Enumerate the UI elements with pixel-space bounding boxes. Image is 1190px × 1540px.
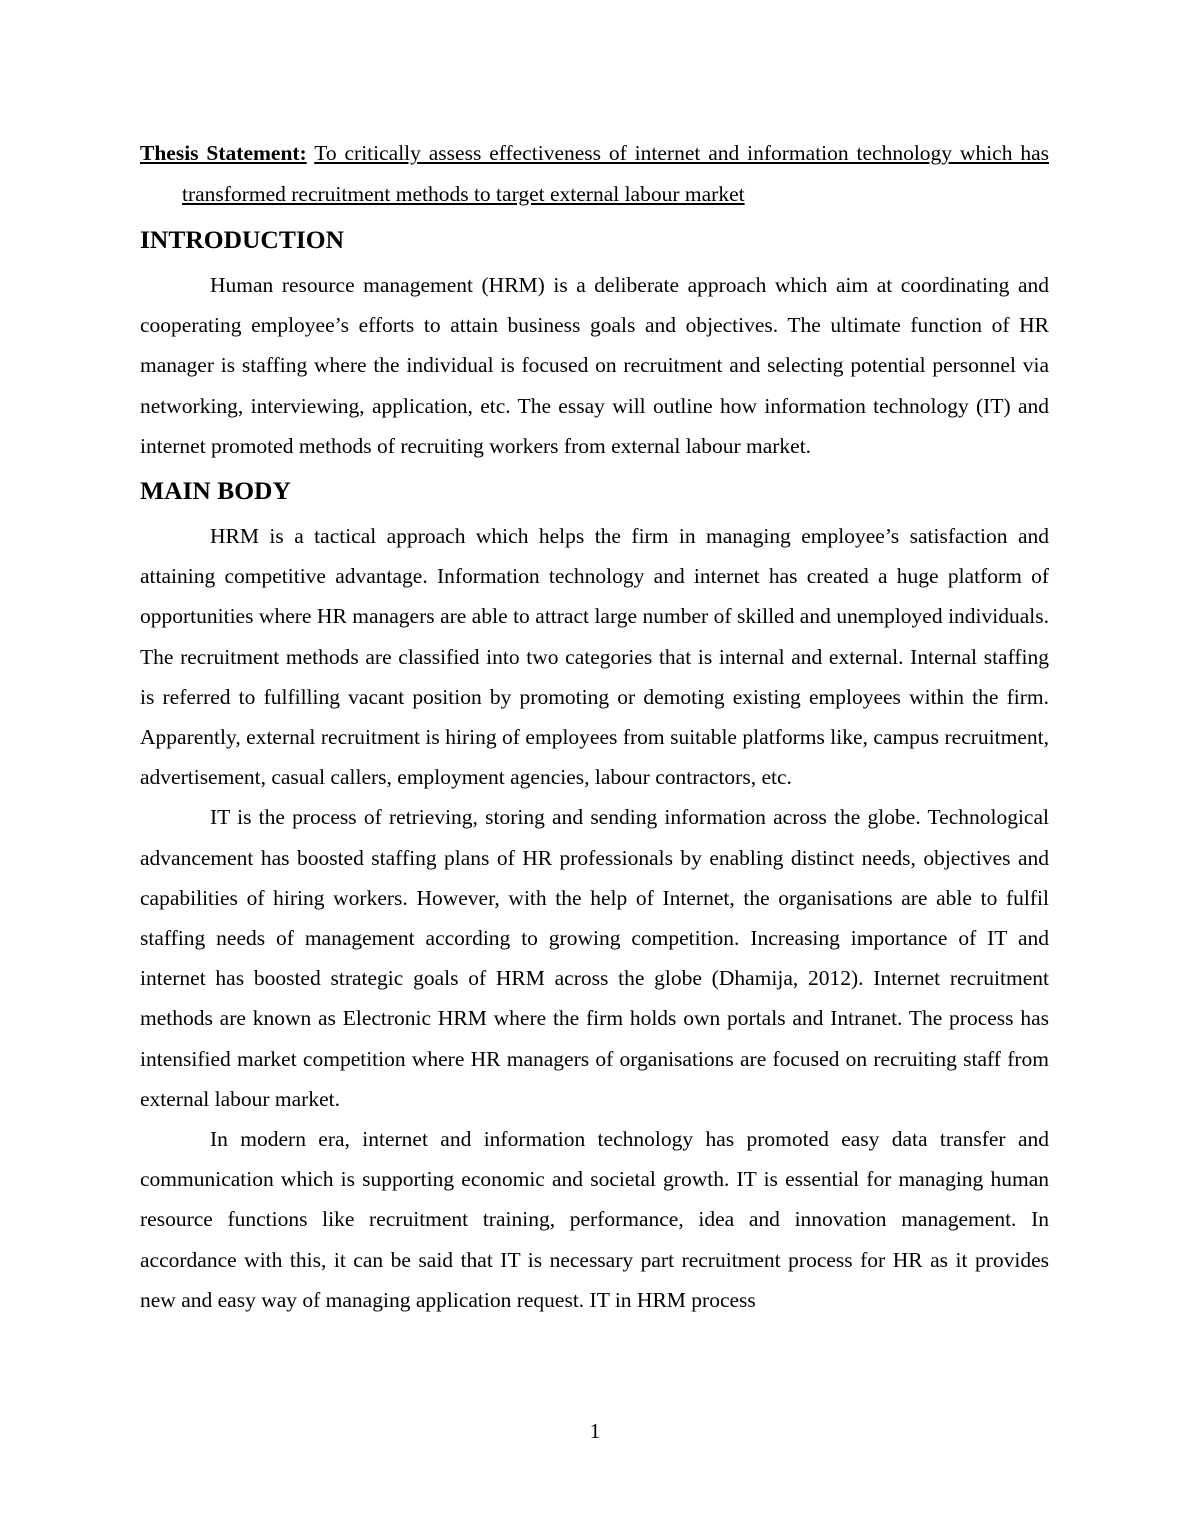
section-heading-introduction: INTRODUCTION: [140, 225, 345, 254]
thesis-statement: [140, 133, 1049, 214]
thesis-text: To critically assess effectiveness of internet and information technology which has transformed recruitment methods to target external labour market: [182, 141, 1049, 206]
paragraph-main-body-1: HRM is a tactical approach which helps the firm in managing employee’s satisfaction and attaining competitive advantage. Information technology and internet has created a huge platform of opportunities where HR managers are able to attract large number of skilled and unemployed individuals. The recruitment methods are classified into two categories that is internal and external. Internal staffing is referred to fulfilling vacant position by promoting or demoting existing employees within the firm. Apparently, external recruitment is hiring of employees from suitable platforms like, campus recruitment, advertisement, casual callers, employment agencies, labour contractors, etc.: [140, 524, 1049, 790]
paragraph-introduction: Human resource management (HRM) is a deliberate approach which aim at coordinating and cooperating employee’s efforts to attain business goals and objectives. The ultimate function of HR manager is staffing where the individual is focused on recruitment and selecting potential personnel via networking, interviewing, application, etc. The essay will outline how information technology (IT) and internet promoted methods of recruiting workers from external labour market.: [140, 273, 1049, 458]
section-heading-main-body: MAIN BODY: [140, 476, 291, 506]
paragraph-main-body-3: In modern era, internet and information technology has promoted easy data transfer and communication which is supporting economic and societal growth. IT is essential for managing human resource functions like recruitment training, performance, idea and innovation management. In accordance with this, it can be said that IT is necessary part recruitment process for HR as it provides new and easy way of managing application request. IT in HRM process: [140, 1127, 1049, 1312]
paragraph-main-body-2: IT is the process of retrieving, storing and sending information across the globe. Technological advancement has boosted staffing plans of HR professionals by enabling distinct needs, objectives and capabilities of hiring workers. However, with the help of Internet, the organisations are able to fulfil staffing needs of management according to growing competition. Increasing importance of IT and internet has boosted strategic goals of HRM across the globe (Dhamija, 2012). Internet recruitment methods are known as Electronic HRM where the firm holds own portals and Intranet. The process has intensified market competition where HR managers of organisations are focused on recruiting staff from external labour market.: [140, 805, 1049, 1111]
page-content: [140, 133, 1049, 1320]
page-number: 1: [589, 1419, 601, 1443]
thesis-label: Thesis Statement:: [140, 141, 307, 165]
